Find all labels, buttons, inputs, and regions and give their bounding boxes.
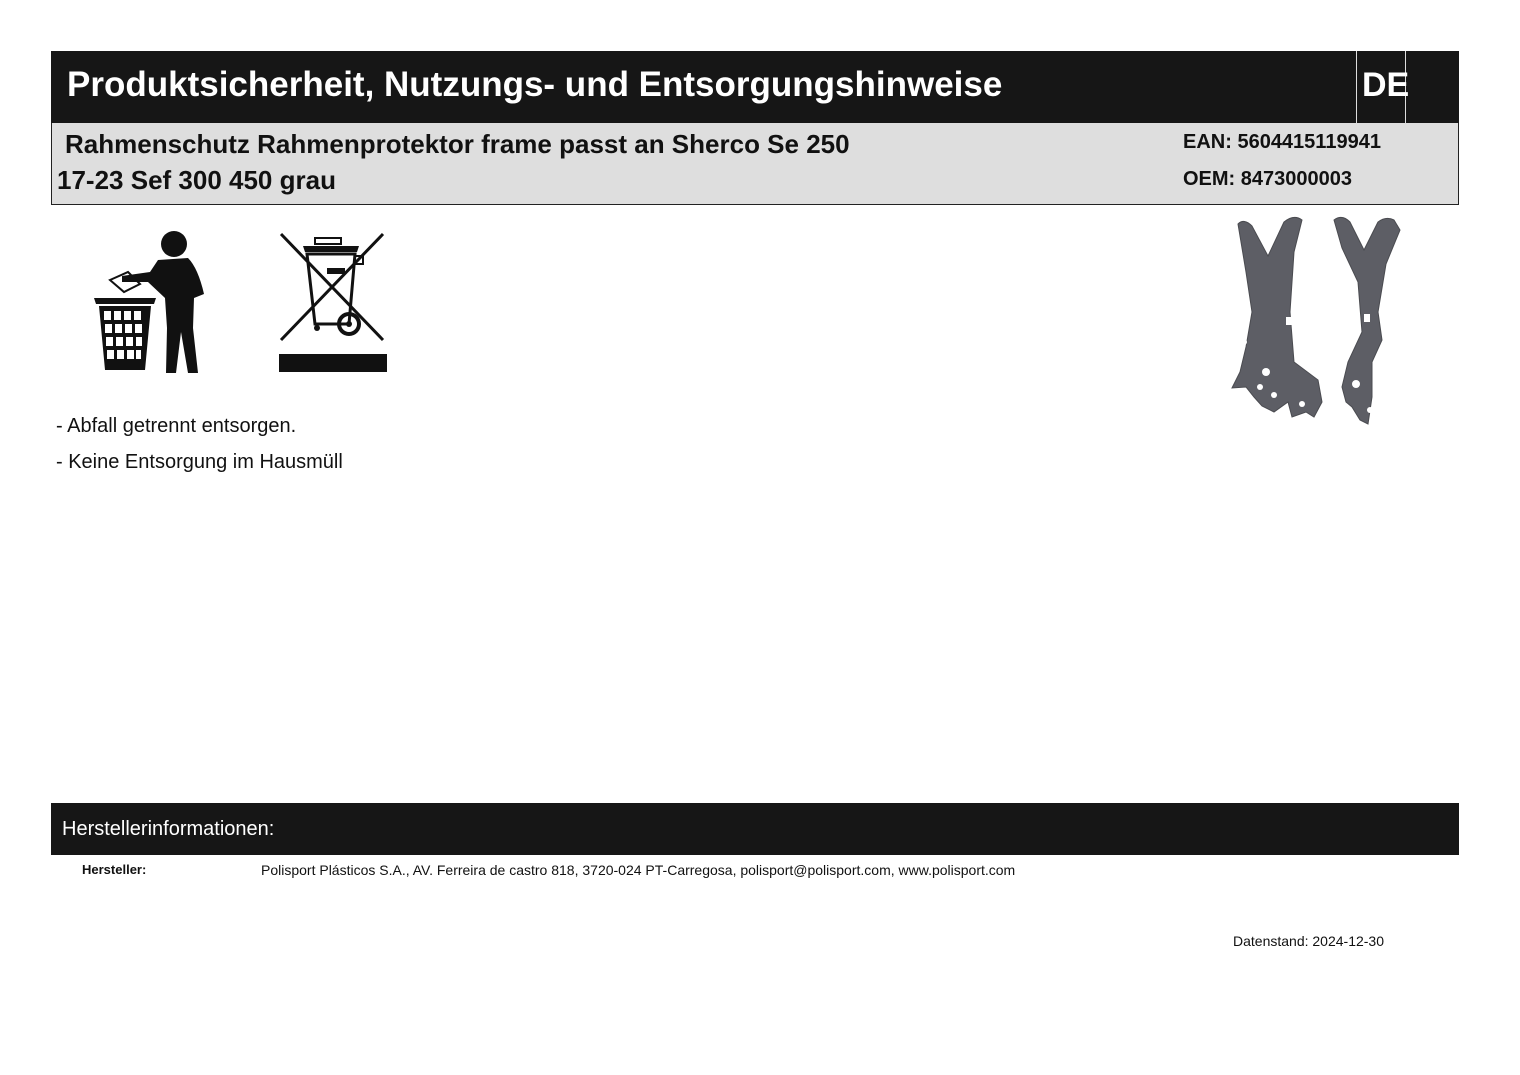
product-name-line1: Rahmenschutz Rahmenprotektor frame passt an Sherco Se 250 xyxy=(65,129,850,159)
manufacturer-details: Polisport Plásticos S.A., AV. Ferreira de castro 818, 3720-024 PT-Carregosa, polisport@polisport.com, www.polisport.com xyxy=(261,862,1016,878)
product-name-line2: 17-23 Sef 300 450 grau xyxy=(57,165,336,195)
language-badge xyxy=(1356,51,1410,123)
weee-crossed-bin-icon xyxy=(275,228,393,374)
manufacturer-section-bar xyxy=(51,803,1459,855)
product-info-bar xyxy=(51,123,1459,205)
oem-code: OEM: 8473000003 xyxy=(1183,168,1353,190)
title-bar xyxy=(51,51,1459,123)
disposal-note: - Abfall getrennt entsorgen. xyxy=(56,415,297,437)
manufacturer-label: Hersteller: xyxy=(82,862,147,877)
page-title: Produktsicherheit, Nutzungs- und Entsorgungshinweise xyxy=(67,65,1003,104)
litter-bin-icon xyxy=(90,228,215,376)
language-code: DE xyxy=(1362,66,1410,104)
disposal-note: - Keine Entsorgung im Hausmüll xyxy=(56,451,343,473)
ean-code: EAN: 5604415119941 xyxy=(1183,131,1381,153)
manufacturer-section-title: Herstellerinformationen: xyxy=(62,818,275,840)
data-date: Datenstand: 2024-12-30 xyxy=(1233,933,1384,949)
product-image xyxy=(1222,212,1422,432)
